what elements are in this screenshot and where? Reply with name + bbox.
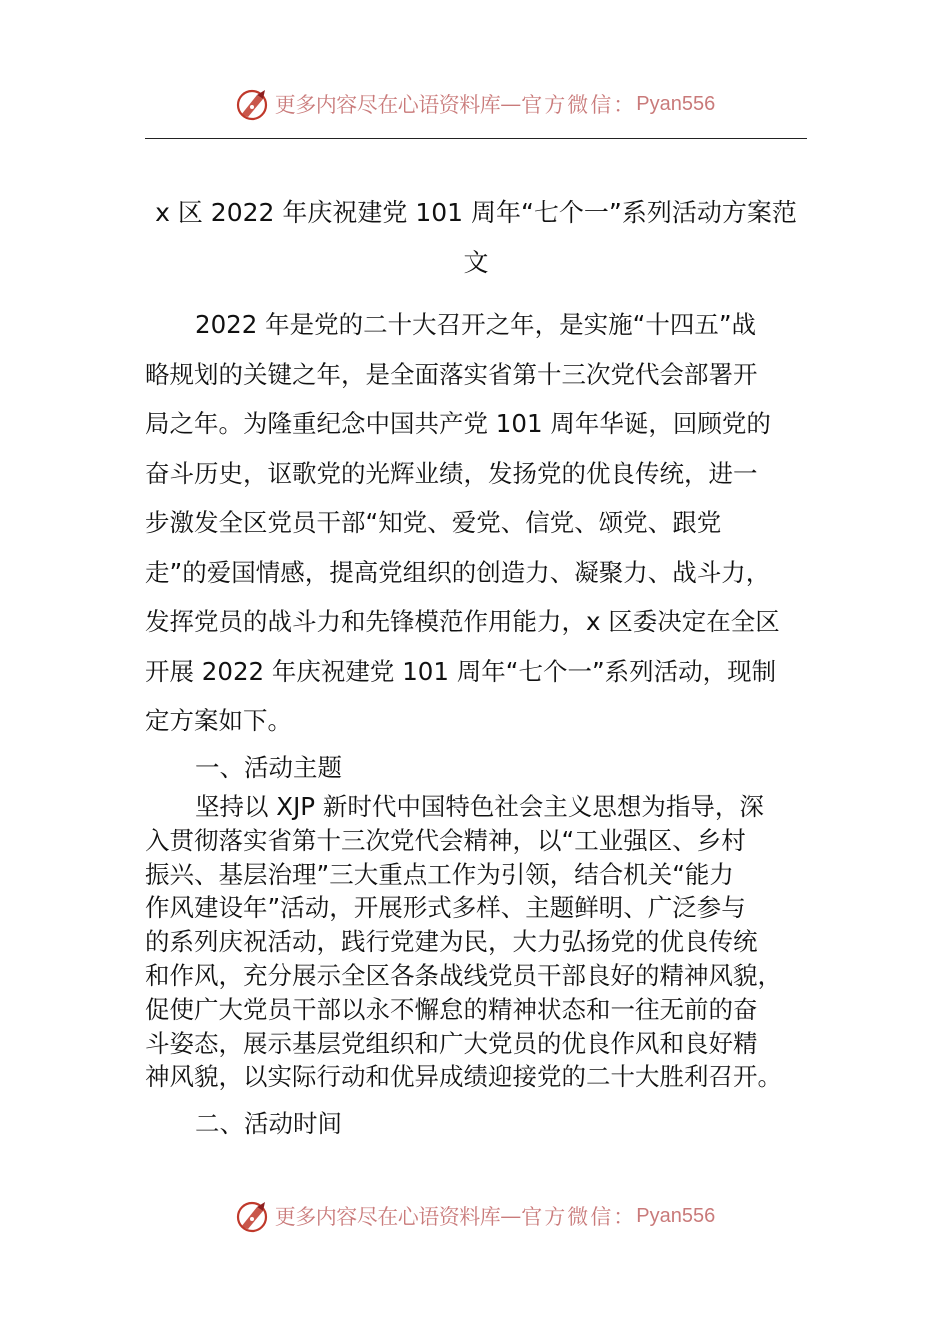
watermark-main-text: 更多内容尽在心语资料库 (274, 1205, 501, 1229)
watermark-main-text: 更多内容尽在心语资料库 (274, 93, 501, 117)
document-title (145, 188, 807, 288)
section-theme-paragraph (145, 790, 807, 1094)
section-heading-theme: 一、活动主题 (195, 753, 342, 782)
paragraph-line: 促使广大党员干部以永不懈怠的精神状态和一往无前的奋 (145, 994, 758, 1024)
header-watermark (0, 84, 950, 124)
watermark-dash: — (500, 92, 522, 116)
paragraph-line: 2022 年是党的二十大召开之年，是实施“十四五”战 (195, 310, 757, 339)
paragraph-line: 步激发全区党员干部“知党、爱党、信党、颂党、跟党 (145, 508, 722, 537)
paragraph-line: 局之年。为隆重纪念中国共产党 101 周年华诞，回顾党的 (145, 409, 771, 438)
paragraph-line: 发挥党员的战斗力和先锋模范作用能力，x 区委决定在全区 (145, 607, 780, 636)
watermark-wechat-id: Pyan556 (636, 1204, 716, 1227)
pen-nib-logo-icon (235, 86, 271, 122)
title-line-1: x 区 2022 年庆祝建党 101 周年“七个一”系列活动方案范 (155, 198, 797, 227)
paragraph-line: 神风貌，以实际行动和优异成绩迎接党的二十大胜利召开。 (145, 1062, 782, 1092)
watermark-dash: — (500, 1204, 522, 1228)
paragraph-line: 振兴、基层治理”三大重点工作为引领，结合机关“能力 (145, 859, 734, 889)
title-line-2: 文 (463, 248, 489, 277)
paragraph-line: 坚持以 XJP 新时代中国特色社会主义思想为指导，深 (195, 792, 764, 821)
paragraph-line: 的系列庆祝活动，践行党建为民，大力弘扬党的优良传统 (145, 927, 758, 957)
paragraph-line: 斗姿态，展示基层党组织和广大党员的优良作风和良好精 (145, 1028, 758, 1058)
paragraph-line: 作风建设年”活动，开展形式多样、主题鲜明、广泛参与 (145, 893, 746, 923)
header-divider (145, 138, 807, 139)
paragraph-line: 奋斗历史，讴歌党的光辉业绩，发扬党的优良传统，进一 (145, 458, 758, 488)
watermark-wechat-label: 官方微信： (521, 93, 637, 117)
paragraph-line: 定方案如下。 (145, 706, 292, 735)
watermark-wechat-id: Pyan556 (636, 92, 716, 115)
paragraph-line: 入贯彻落实省第十三次党代会精神，以“工业强区、乡村 (145, 825, 746, 855)
section-heading-time: 二、活动时间 (195, 1109, 342, 1138)
paragraph-line: 走”的爱国情感，提高党组织的创造力、凝聚力、战斗力， (145, 557, 771, 587)
paragraph-line: 和作风，充分展示全区各条战线党员干部良好的精神风貌， (145, 960, 782, 990)
watermark-wechat-label: 官方微信： (521, 1205, 637, 1229)
footer-watermark (0, 1196, 950, 1236)
paragraph-line: 开展 2022 年庆祝建党 101 周年“七个一”系列活动，现制 (145, 656, 777, 686)
paragraph-line: 略规划的关键之年，是全面落实省第十三次党代会部署开 (145, 359, 758, 389)
intro-paragraph (145, 300, 807, 746)
pen-nib-logo-icon (235, 1198, 271, 1234)
